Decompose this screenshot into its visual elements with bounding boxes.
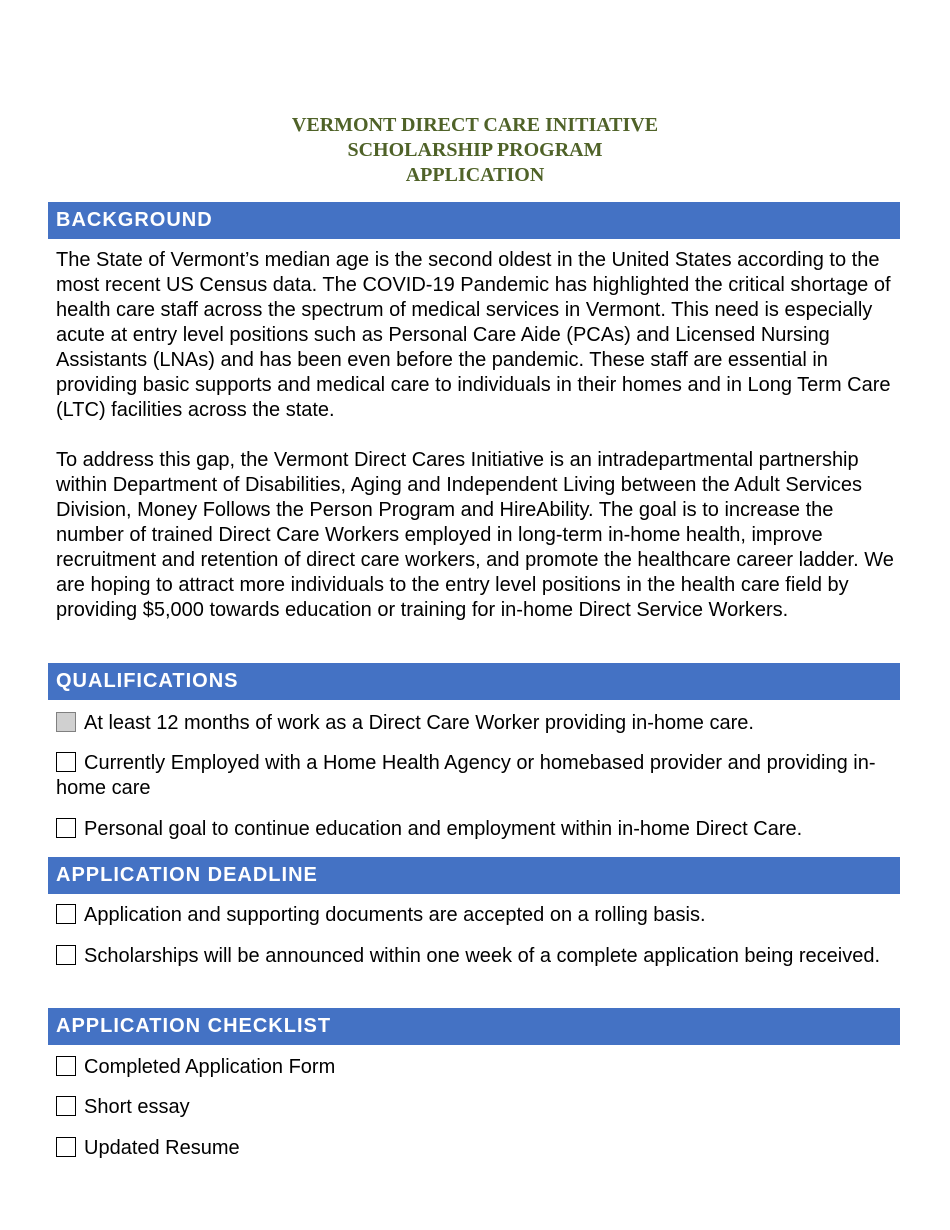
qualification-label: At least 12 months of work as a Direct Care Worker providing in-home care.: [84, 712, 754, 734]
deadline-item: [56, 903, 906, 928]
checklist-item: [56, 1055, 906, 1080]
checklist-item: [56, 1136, 906, 1161]
qualification-item: [56, 817, 906, 842]
deadline-checkbox[interactable]: [56, 945, 76, 965]
qualification-item: [56, 751, 906, 801]
checklist-heading: APPLICATION CHECKLIST: [48, 1008, 900, 1045]
checklist-label: Completed Application Form: [84, 1056, 336, 1078]
checklist-checkbox[interactable]: [56, 1137, 76, 1157]
deadline-label: Scholarships will be announced within one week of a complete application being received.: [84, 945, 881, 967]
document-title: [0, 113, 950, 188]
deadline-label: Application and supporting documents are accepted on a rolling basis.: [84, 904, 706, 926]
qualification-label: Currently Employed with a Home Health Agency or homebased provider and providing in-home care: [56, 752, 876, 799]
checklist-checkbox[interactable]: [56, 1096, 76, 1116]
checklist-label: Updated Resume: [84, 1137, 240, 1159]
qualifications-heading: QUALIFICATIONS: [48, 663, 900, 700]
title-line-3: APPLICATION: [405, 164, 545, 186]
qualification-checkbox[interactable]: [56, 818, 76, 838]
deadline-heading: APPLICATION DEADLINE: [48, 857, 900, 894]
qualification-item: [56, 711, 906, 736]
title-line-2: SCHOLARSHIP PROGRAM: [347, 139, 603, 161]
deadline-item: [56, 944, 906, 969]
qualification-checkbox[interactable]: [56, 712, 76, 732]
title-line-1: VERMONT DIRECT CARE INITIATIVE: [291, 114, 659, 136]
checklist-item: [56, 1095, 906, 1120]
background-heading: BACKGROUND: [48, 202, 900, 239]
checklist-checkbox[interactable]: [56, 1056, 76, 1076]
checklist-label: Short essay: [84, 1096, 190, 1118]
background-paragraph-2: To address this gap, the Vermont Direct Cares Initiative is an intradepartmental partnership within Department of Disabilities, Aging and Independent Living between the Adult Services Division, Money Follows the Person Program and HireAbility. The goal is to increase the number of trained Direct Care Workers employed in long-term in-home health, improve recruitment and retention of direct care workers, and promote the healthcare career ladder. We are hoping to attract more individuals to the entry level positions in the health care field by providing $5,000 towards education or training for in-home Direct Service Workers.: [56, 449, 894, 621]
qualification-checkbox[interactable]: [56, 752, 76, 772]
background-paragraph-1: The State of Vermont’s median age is the second oldest in the United States according to the most recent US Census data. The COVID-19 Pandemic has highlighted the critical shortage of health care staff across the spectrum of medical services in Vermont. This need is especially acute at entry level positions such as Personal Care Aide (PCAs) and Licensed Nursing Assistants (LNAs) and has been even before the pandemic. These staff are essential in providing basic supports and medical care to individuals in their homes and in Long Term Care (LTC) facilities across the state.: [56, 249, 891, 421]
qualification-label: Personal goal to continue education and employment within in-home Direct Care.: [84, 818, 803, 840]
deadline-checkbox[interactable]: [56, 904, 76, 924]
